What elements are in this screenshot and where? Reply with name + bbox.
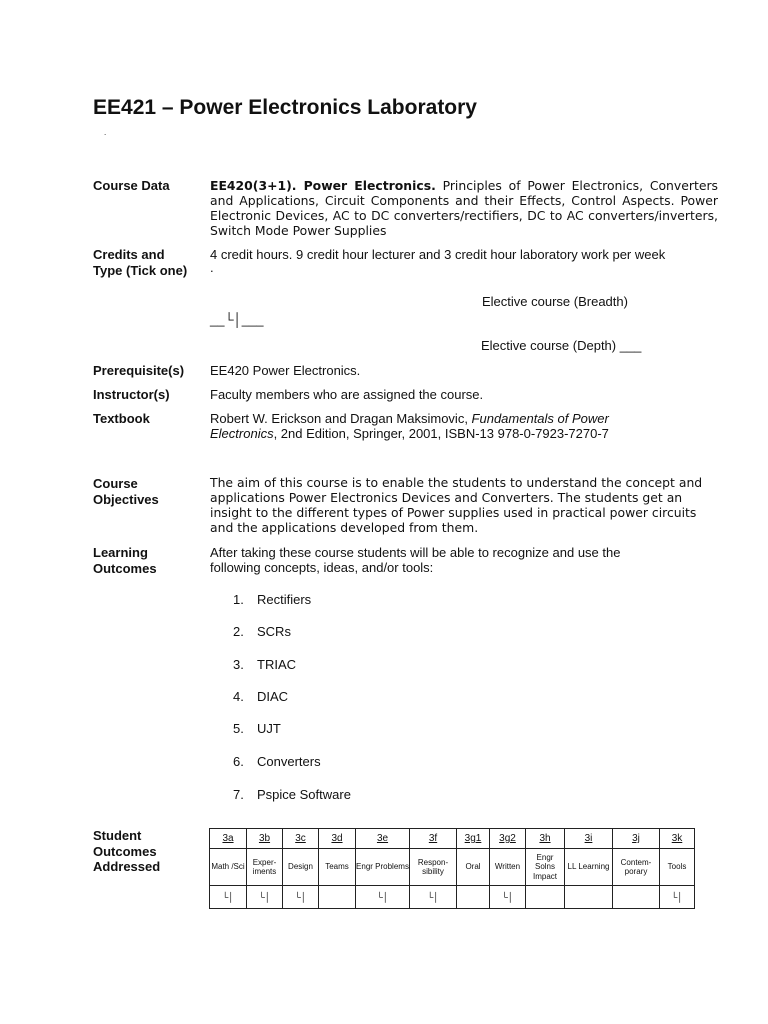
page-title: EE421 – Power Electronics Laboratory [93,96,477,119]
check-mark-icon: └│ [294,892,307,902]
list-text: UJT [257,721,281,736]
list-text: Rectifiers [257,592,312,607]
outcome-name-cell: Engr Problems [356,849,410,886]
outcome-code-cell: 3g2 [490,829,526,849]
outcome-code-cell: 3b [247,829,283,849]
outcome-code-cell: 3c [283,829,319,849]
textbook-title-line1: Fundamentals of Power [471,411,609,426]
credits-trailing-dot: . [210,260,214,275]
objectives-text: The aim of this course is to enable the students to understand the concept and applications Power Electronics Devices and Converters. The students get an insight to the different types of Power supplies used in practical power circuits and the applications developed from them. [210,475,703,535]
list-number: 2. [233,624,244,639]
check-mark-icon: └│ [221,892,234,902]
list-text: Converters [257,754,321,769]
list-text: TRIAC [257,657,296,672]
outcome-name-cell: Design [283,849,319,886]
list-number: 1. [233,592,244,607]
outcome-name-cell: Engr Solns Impact [526,849,565,886]
outcome-tick-cell[interactable] [283,886,319,909]
outcome-code-cell: 3k [660,829,695,849]
list-text: DIAC [257,689,289,704]
so-label-line3: Addressed [93,859,161,874]
objectives-label-line1: Course [93,476,138,491]
outcome-tick-cell[interactable] [319,886,356,909]
objectives-label-line2: Objectives [93,491,159,507]
learning-item [233,657,296,672]
check-mark-icon: └│ [258,892,271,902]
outcome-code-cell: 3j [613,829,660,849]
course-data-bold: EE420(3+1). Power Electronics. [210,178,436,193]
outcome-name-cell: LL Learning [565,849,613,886]
outcome-code-cell: 3i [565,829,613,849]
student-outcomes-label [93,828,160,875]
outcome-tick-cell[interactable] [613,886,660,909]
learning-item [233,787,351,802]
credits-label-line1: Credits and [93,247,165,262]
list-number: 4. [233,689,244,704]
learning-item [233,592,311,607]
course-data-description: Principles of Power Electronics, Converters and Applications, Circuit Components and their Effects, Control Aspects. Power Electronic Devices, AC to DC converters/rectifiers, DC to AC converters/inverters, Switch Mode Power Supplies [210,178,718,238]
outcome-tick-cell[interactable] [210,886,247,909]
elective-breadth-tick[interactable]: __└│___ [210,312,264,327]
outcome-names-row [210,849,695,886]
student-outcomes-table [209,828,695,909]
list-text: SCRs [257,624,291,639]
learning-label-line2: Outcomes [93,560,157,576]
outcome-codes-row [210,829,695,849]
so-label-line1: Student [93,828,142,843]
learning-item [233,689,288,704]
check-mark-icon: └│ [670,892,683,902]
outcome-code-cell: 3e [356,829,410,849]
outcome-name-cell: Oral [457,849,490,886]
outcome-name-cell: Tools [660,849,695,886]
course-data-text [210,178,718,238]
learning-intro [210,545,718,575]
learning-intro-line1: After taking these course students will be able to recognize and use the [210,545,621,560]
check-mark-icon: └│ [376,892,389,902]
list-number: 5. [233,721,244,736]
credits-text [210,247,718,274]
outcome-tick-cell[interactable] [660,886,695,909]
learning-item [233,721,281,736]
credits-label-line2: Type (Tick one) [93,262,188,278]
credits-hours: 4 credit hours. 9 credit hour lecturer and 3 credit hour laboratory work per week [210,247,666,262]
objectives-label [93,476,159,507]
outcome-name-cell: Exper-iments [247,849,283,886]
course-data-label: Course Data [93,178,170,193]
prerequisites-label: Prerequisite(s) [93,363,185,378]
learning-label-line1: Learning [93,545,148,560]
outcome-code-cell: 3g1 [457,829,490,849]
list-number: 3. [233,657,244,672]
prerequisites-text: EE420 Power Electronics. [210,363,361,378]
outcome-code-cell: 3h [526,829,565,849]
list-text: Pspice Software [257,787,351,802]
textbook-details: , 2nd Edition, Springer, 2001, ISBN-13 978-0-7923-7270-7 [273,426,609,441]
learning-item [233,624,291,639]
outcome-tick-cell[interactable] [565,886,613,909]
outcome-code-cell: 3f [410,829,457,849]
outcome-tick-cell[interactable] [490,886,526,909]
outcome-ticks-row [210,886,695,909]
credits-label [93,247,187,278]
list-number: 7. [233,787,244,802]
instructors-text: Faculty members who are assigned the course. [210,387,484,402]
outcome-name-cell: Respon-sibility [410,849,457,886]
outcome-code-cell: 3d [319,829,356,849]
outcome-code-cell: 3a [210,829,247,849]
outcome-name-cell: Math /Sci [210,849,247,886]
learning-intro-line2: following concepts, ideas, and/or tools: [210,560,434,575]
outcome-name-cell: Teams [319,849,356,886]
outcome-name-cell: Written [490,849,526,886]
textbook-citation [210,411,718,441]
outcome-tick-cell[interactable] [457,886,490,909]
textbook-authors: Robert W. Erickson and Dragan Maksimovic, [210,411,472,426]
elective-breadth-label: Elective course (Breadth) [482,294,628,309]
learning-item [233,754,321,769]
outcome-tick-cell[interactable] [247,886,283,909]
textbook-label: Textbook [93,411,150,426]
list-number: 6. [233,754,244,769]
outcome-tick-cell[interactable] [526,886,565,909]
textbook-title-line2: Electronics [210,426,274,441]
instructors-label: Instructor(s) [93,387,170,402]
learning-outcomes-label [93,545,157,576]
so-label-line2: Outcomes [93,843,157,859]
outcome-name-cell: Contem-porary [613,849,660,886]
outcome-tick-cell[interactable] [410,886,457,909]
check-mark-icon: └│ [501,892,514,902]
check-mark-icon: └│ [426,892,439,902]
outcome-tick-cell[interactable] [356,886,410,909]
stray-dot: . [104,128,107,137]
elective-depth-label: Elective course (Depth) ___ [481,338,642,353]
